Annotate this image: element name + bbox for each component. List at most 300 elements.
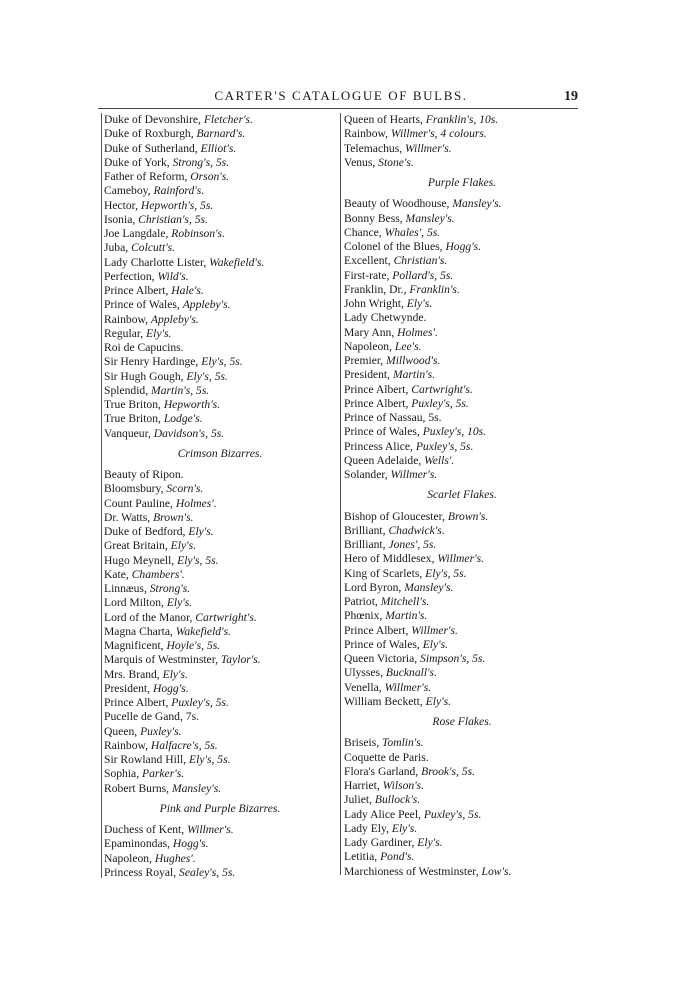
catalogue-entry — [104, 682, 336, 696]
grower-name: Sealey's, 5s. — [179, 865, 236, 879]
grower-name: Appleby's. — [182, 298, 231, 312]
variety-name: Sophia, — [104, 767, 143, 781]
variety-name: Sir Henry Hardinge, — [104, 355, 202, 369]
variety-name: Brilliant, — [344, 538, 389, 551]
scarlet-flakes-heading: Scarlet Flakes. — [427, 488, 497, 502]
catalogue-entry — [104, 113, 336, 127]
variety-name: Ulysses, — [344, 666, 386, 680]
grower-name: Wilson's. — [382, 779, 425, 792]
catalogue-entry — [344, 340, 580, 354]
variety-name: Hugo Meynell, — [104, 553, 178, 567]
catalogue-entry — [344, 425, 580, 439]
variety-name: Queen of Hearts, — [344, 113, 426, 126]
catalogue-entry — [104, 782, 336, 796]
catalogue-entry — [344, 624, 580, 638]
catalogue-entry — [104, 525, 336, 539]
catalogue-entry — [344, 156, 580, 170]
grower-name: Ely's, 5s. — [425, 566, 467, 580]
grower-name: Willmer's. — [437, 552, 484, 566]
variety-name: Solander, — [344, 468, 391, 481]
variety-name: Excellent, — [344, 254, 394, 268]
catalogue-entry — [104, 341, 336, 355]
variety-name: Bishop of Gloucester, — [344, 509, 448, 523]
catalogue-entry — [344, 510, 580, 524]
grower-name: Barnard's. — [196, 127, 246, 141]
grower-name: Bullock's. — [374, 793, 421, 807]
grower-name: Willmer's. — [405, 141, 452, 155]
catalogue-entry — [344, 254, 580, 268]
grower-name: Martin's. — [385, 609, 428, 623]
catalogue-entry — [344, 567, 580, 581]
grower-name: Ely's. — [425, 694, 451, 708]
grower-name: Willmer's, 4 colours. — [390, 127, 487, 141]
grower-name: Ely's. — [166, 596, 193, 610]
catalogue-entry — [104, 298, 336, 312]
catalogue-entry — [104, 582, 336, 596]
catalogue-entry — [344, 326, 580, 340]
rose-flakes-heading: Rose Flakes. — [432, 715, 492, 728]
catalogue-entry — [104, 767, 336, 781]
grower-name: Colcutt's. — [131, 241, 176, 255]
variety-name: Patriot, — [344, 595, 381, 608]
catalogue-entry — [104, 127, 336, 141]
catalogue-entry — [104, 227, 336, 241]
catalogue-entry — [344, 397, 580, 411]
grower-name: Pond's. — [380, 850, 415, 864]
variety-name: William Beckett, — [344, 694, 426, 708]
grower-name: Puxley's. — [140, 724, 182, 738]
variety-name: Prince Albert, — [104, 284, 172, 297]
grower-name: Chambers'. — [131, 567, 185, 581]
variety-name: Hector, — [104, 198, 141, 212]
rose-entry-list — [344, 736, 580, 879]
left-column — [101, 113, 336, 878]
variety-name: President, — [104, 681, 153, 695]
grower-name: Rainford's. — [153, 184, 205, 198]
header-rule — [98, 108, 578, 109]
variety-name: Duke of Sutherland, — [104, 141, 201, 155]
catalogue-entry — [344, 609, 580, 623]
variety-name: True Briton, — [104, 398, 164, 411]
catalogue-entry — [104, 739, 336, 753]
grower-name: Taylor's. — [220, 653, 261, 667]
variety-name: True Briton, — [104, 412, 164, 426]
grower-name: Ely's, 5s. — [189, 753, 231, 766]
catalogue-entry — [344, 850, 580, 864]
variety-name: Duke of Bedford, — [104, 525, 189, 538]
grower-name: Mansley's. — [171, 781, 222, 795]
grower-name: Mansley's. — [452, 197, 502, 211]
variety-name: Lady Alice Peel, — [344, 807, 424, 821]
catalogue-entry — [344, 311, 580, 325]
grower-name: Simpson's, 5s. — [420, 652, 486, 665]
variety-name: Rainbow, — [104, 738, 151, 752]
variety-name: Lord Milton, — [104, 596, 167, 610]
catalogue-entry — [344, 736, 580, 750]
grower-name: Appleby's. — [150, 312, 199, 326]
catalogue-entry — [344, 681, 580, 695]
grower-name: Cartwright's. — [411, 382, 473, 396]
catalogue-entry — [104, 539, 336, 553]
grower-name: Orson's. — [190, 170, 230, 183]
variety-name: Lady Charlotte Lister, — [104, 255, 210, 269]
variety-name: Duchess of Kent, — [104, 823, 188, 836]
grower-name: Puxley's, 5s. — [411, 396, 469, 410]
purple-flakes-heading: Purple Flakes. — [427, 176, 497, 189]
catalogue-entry — [344, 269, 580, 283]
catalogue-entry — [344, 865, 580, 879]
variety-name: Epaminondas, — [104, 837, 173, 851]
catalogue-entry — [344, 142, 580, 156]
catalogue-entry — [104, 596, 336, 610]
grower-name: Ely's, 5s. — [177, 553, 219, 567]
grower-name: Wells'. — [424, 453, 455, 467]
catalogue-entry — [104, 852, 336, 866]
variety-name: King of Scarlets, — [344, 566, 426, 580]
grower-name: Brown's. — [447, 509, 489, 523]
catalogue-entry — [344, 226, 580, 240]
catalogue-entry — [104, 653, 336, 667]
grower-name: Elliot's. — [200, 141, 237, 155]
catalogue-entry — [344, 283, 580, 297]
catalogue-entry — [104, 412, 336, 426]
purple-entry-list — [344, 197, 580, 482]
catalogue-entry — [104, 568, 336, 582]
variety-name: Lord of the Manor, — [104, 610, 196, 624]
catalogue-entry — [104, 497, 336, 511]
variety-name: Robert Burns, — [104, 781, 172, 795]
grower-name: Whales', 5s. — [384, 225, 441, 239]
page-number: 19 — [564, 89, 578, 104]
grower-name: Wakefield's. — [175, 624, 231, 638]
variety-name: Cameboy, — [104, 184, 154, 198]
grower-name: Hogg's. — [152, 681, 189, 695]
variety-name: Juba, — [104, 241, 132, 255]
variety-name: Prince of Wales, — [344, 637, 423, 651]
grower-name: Franklin's, 10s. — [425, 113, 499, 126]
variety-name: Telemachus, — [344, 141, 405, 155]
grower-name: Ely's. — [417, 836, 443, 849]
variety-name: Splendid, — [104, 383, 152, 397]
grower-name: Ely's. — [188, 525, 214, 538]
grower-name: Brown's. — [153, 510, 194, 524]
catalogue-entry — [104, 611, 336, 625]
variety-name: Prince Albert, — [344, 623, 412, 637]
right-entry-list — [344, 113, 580, 170]
catalogue-entry — [104, 482, 336, 496]
grower-name: Hughes'. — [154, 851, 196, 865]
catalogue-entry — [104, 866, 336, 880]
variety-name: Lord Byron, — [344, 580, 405, 594]
pink-entry-list — [104, 823, 336, 880]
catalogue-entry — [104, 327, 336, 341]
catalogue-entry — [104, 837, 336, 851]
variety-name: Prince of Wales, — [344, 425, 423, 439]
variety-name: Princess Royal, — [104, 865, 180, 879]
grower-name: Franklin's. — [409, 282, 460, 296]
grower-name: Ely's. — [170, 539, 196, 553]
grower-name: Jones', 5s. — [388, 538, 437, 551]
grower-name: Parker's. — [142, 767, 185, 781]
variety-name: Regular, — [104, 326, 147, 340]
catalogue-entry — [104, 554, 336, 568]
catalogue-entry — [344, 524, 580, 538]
catalogue-entry — [344, 212, 580, 226]
grower-name: Scorn's. — [166, 482, 204, 496]
variety-name: Coquette de Paris. — [344, 750, 429, 764]
catalogue-entry — [104, 142, 336, 156]
catalogue-entry — [104, 384, 336, 398]
catalogue-entry — [344, 411, 580, 425]
grower-name: Low's. — [481, 864, 512, 878]
grower-name: Mansley's. — [404, 580, 454, 594]
variety-name: Pucelle de Gand, 7s. — [104, 710, 199, 724]
variety-name: Perfection, — [104, 269, 158, 283]
catalogue-entry — [104, 313, 336, 327]
grower-name: Martin's, 5s. — [151, 383, 210, 397]
catalogue-entry — [104, 823, 336, 837]
grower-name: Holmes'. — [175, 496, 217, 510]
grower-name: Strong's. — [149, 582, 191, 595]
grower-name: Hepworth's. — [163, 398, 221, 411]
variety-name: Colonel of the Blues, — [344, 240, 446, 253]
variety-name: Lady Gardiner, — [344, 836, 418, 849]
left-entry-list — [104, 113, 336, 441]
grower-name: Willmer's. — [384, 680, 432, 694]
catalogue-entry — [344, 779, 580, 793]
variety-name: Prince Albert, — [104, 696, 172, 709]
grower-name: Millwood's. — [386, 354, 441, 367]
catalogue-entry — [104, 639, 336, 653]
variety-name: First-rate, — [344, 268, 393, 282]
variety-name: Beauty of Ripon. — [104, 468, 184, 481]
page-title: CARTER'S CATALOGUE OF BULBS. — [214, 88, 468, 103]
catalogue-entry — [104, 284, 336, 298]
grower-name: Hogg's. — [445, 240, 482, 253]
catalogue-entry — [344, 197, 580, 211]
variety-name: Rainbow, — [104, 312, 151, 326]
variety-name: Hero of Middlesex, — [344, 552, 438, 566]
variety-name: Queen Adelaide, — [344, 453, 425, 467]
grower-name: Cartwright's. — [195, 610, 257, 624]
catalogue-entry — [344, 383, 580, 397]
grower-name: Puxley's, 5s. — [423, 807, 482, 821]
grower-name: Ely's. — [391, 821, 418, 835]
catalogue-entry — [104, 270, 336, 284]
running-head — [98, 88, 578, 105]
catalogue-entry — [104, 468, 336, 482]
catalogue-entry — [344, 595, 580, 609]
grower-name: Ely's. — [146, 326, 172, 340]
variety-name: Linnæus, — [104, 582, 150, 595]
grower-name: Ely's. — [162, 667, 188, 681]
variety-name: Queen, — [104, 724, 141, 738]
variety-name: Rainbow, — [344, 127, 391, 141]
catalogue-entry — [344, 297, 580, 311]
catalogue-entry — [344, 113, 580, 127]
catalogue-entry — [104, 370, 336, 384]
grower-name: Puxley's, 5s. — [171, 696, 229, 709]
variety-name: Duke of Roxburgh, — [104, 127, 197, 141]
variety-name: Brilliant, — [344, 523, 389, 537]
variety-name: Isonia, — [104, 212, 139, 226]
grower-name: Ely's, 5s. — [186, 369, 228, 383]
variety-name: Prince of Nassau, 5s. — [344, 411, 442, 424]
variety-name: Letitia, — [344, 850, 381, 864]
catalogue-entry — [344, 581, 580, 595]
grower-name: Hale's. — [171, 284, 204, 297]
catalogue-entry — [104, 398, 336, 412]
grower-name: Hoyle's, 5s. — [166, 639, 221, 652]
catalogue-entry — [104, 511, 336, 525]
variety-name: Lady Ely, — [344, 821, 392, 835]
variety-name: Beauty of Woodhouse, — [344, 197, 453, 211]
grower-name: Willmer's. — [411, 623, 458, 637]
variety-name: Prince Albert, — [344, 396, 412, 410]
variety-name: Duke of York, — [104, 155, 173, 169]
crimson-bizarres-heading: Crimson Bizarres. — [177, 446, 263, 460]
catalogue-entry — [344, 652, 580, 666]
variety-name: Marchioness of Westminster, — [344, 864, 482, 878]
variety-name: Dr. Watts, — [104, 510, 154, 524]
catalogue-entry — [104, 753, 336, 767]
grower-name: Willmer's. — [390, 468, 438, 481]
catalogue-entry — [344, 695, 580, 709]
grower-name: Brook's, 5s. — [421, 764, 476, 778]
grower-name: Holmes'. — [397, 325, 438, 339]
catalogue-entry — [344, 440, 580, 454]
grower-name: Christian's. — [393, 254, 448, 268]
catalogue-entry — [104, 696, 336, 710]
grower-name: Puxley's, 5s. — [415, 439, 474, 453]
catalogue-entry — [104, 668, 336, 682]
catalogue-entry — [344, 368, 580, 382]
grower-name: Hepworth's, 5s. — [140, 198, 214, 212]
variety-name: Sir Hugh Gough, — [104, 369, 187, 383]
variety-name: Mary Ann, — [344, 325, 398, 339]
catalogue-entry — [104, 184, 336, 198]
grower-name: Mansley's. — [405, 211, 455, 225]
catalogue-entry — [344, 638, 580, 652]
grower-name: Willmer's. — [187, 823, 234, 836]
variety-name: Marquis of Westminster, — [104, 653, 221, 667]
variety-name: President, — [344, 368, 393, 382]
variety-name: Briseis, — [344, 736, 383, 750]
grower-name: Wild's. — [157, 269, 189, 283]
variety-name: Prince of Wales, — [104, 298, 183, 312]
variety-name: Venella, — [344, 680, 385, 694]
variety-name: Mrs. Brand, — [104, 667, 163, 681]
variety-name: Prince Albert, — [344, 382, 412, 396]
variety-name: Premier, — [344, 354, 387, 367]
right-column — [340, 113, 580, 878]
grower-name: Halfacre's, 5s. — [150, 738, 218, 752]
catalogue-entry — [344, 836, 580, 850]
variety-name: Bonny Bess, — [344, 211, 406, 225]
grower-name: Pollard's, 5s. — [392, 268, 454, 282]
variety-name: John Wright, — [344, 297, 407, 310]
catalogue-entry — [344, 666, 580, 680]
variety-name: Bloomsbury, — [104, 482, 167, 496]
catalogue-entry — [104, 213, 336, 227]
variety-name: Roi de Capucins. — [104, 341, 184, 354]
variety-name: Magna Charta, — [104, 624, 176, 638]
grower-name: Christian's, 5s. — [138, 212, 208, 226]
variety-name: Father of Reform, — [104, 170, 191, 183]
variety-name: Count Pauline, — [104, 496, 176, 510]
variety-name: Magnificent, — [104, 639, 167, 652]
grower-name: Lee's. — [394, 339, 422, 353]
grower-name: Tomlin's. — [382, 736, 424, 750]
scarlet-entry-list — [344, 510, 580, 710]
grower-name: Martin's. — [392, 368, 436, 382]
catalogue-entry — [104, 256, 336, 270]
catalogue-entry — [344, 751, 580, 765]
grower-name: Davidson's, 5s. — [153, 426, 225, 440]
grower-name: Hogg's. — [172, 837, 209, 851]
grower-name: Chadwick's. — [388, 523, 445, 537]
pink-purple-bizarres-heading: Pink and Purple Bizarres. — [159, 801, 281, 815]
variety-name: Princess Alice, — [344, 439, 416, 453]
catalogue-entry — [344, 793, 580, 807]
grower-name: Fletcher's. — [203, 113, 253, 126]
variety-name: Phœnix, — [344, 609, 386, 623]
grower-name: Strong's, 5s. — [172, 155, 230, 169]
grower-name: Lodge's. — [163, 412, 203, 426]
catalogue-entry — [104, 241, 336, 255]
variety-name: Vanqueur, — [104, 426, 154, 440]
catalogue-entry — [344, 822, 580, 836]
catalogue-entry — [104, 710, 336, 724]
catalogue-entry — [344, 240, 580, 254]
catalogue-entry — [344, 765, 580, 779]
catalogue-entry — [344, 808, 580, 822]
catalogue-entry — [344, 552, 580, 566]
catalogue-entry — [104, 725, 336, 739]
grower-name: Ely's, 5s. — [201, 355, 243, 369]
catalogue-entry — [104, 427, 336, 441]
grower-name: Robinson's. — [171, 227, 225, 240]
variety-name: Harriet, — [344, 779, 383, 792]
variety-name: Queen Victoria, — [344, 652, 421, 665]
variety-name: Kate, — [104, 567, 132, 581]
variety-name: Sir Rowland Hill, — [104, 753, 190, 766]
variety-name: Joe Langdale, — [104, 227, 172, 240]
variety-name: Napoleon, — [344, 339, 395, 353]
grower-name: Wakefield's. — [209, 255, 265, 269]
variety-name: Duke of Devonshire, — [104, 113, 204, 126]
catalogue-entry — [104, 355, 336, 369]
catalogue-entry — [104, 199, 336, 213]
catalogue-entry — [344, 538, 580, 552]
grower-name: Puxley's, 10s. — [422, 425, 487, 439]
catalogue-entry — [344, 127, 580, 141]
catalogue-entry — [344, 468, 580, 482]
crimson-entry-list — [104, 468, 336, 796]
grower-name: Bucknall's. — [385, 666, 437, 680]
variety-name: Chance, — [344, 225, 385, 239]
variety-name: Venus, — [344, 155, 379, 169]
catalogue-entry — [104, 170, 336, 184]
variety-name: Great Britain, — [104, 539, 171, 553]
catalogue-entry — [344, 454, 580, 468]
catalogue-entry — [344, 354, 580, 368]
variety-name: Franklin, Dr., — [344, 282, 410, 296]
grower-name: Ely's. — [406, 297, 433, 310]
variety-name: Napoleon, — [104, 851, 155, 865]
variety-name: Lady Chetwynde. — [344, 311, 427, 325]
variety-name: Flora's Garland, — [344, 764, 422, 778]
